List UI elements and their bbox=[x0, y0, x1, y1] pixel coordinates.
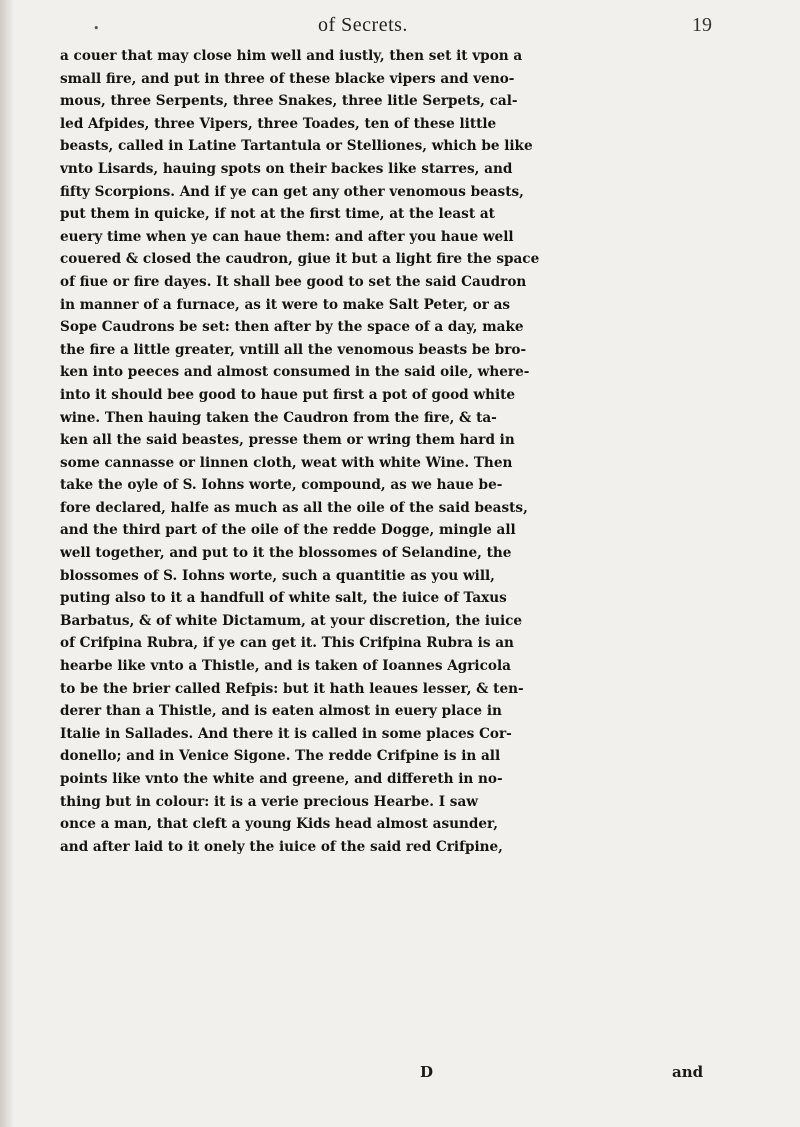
gutter-shadow bbox=[0, 0, 14, 1127]
text-line: of fiue or fire dayes. It shall bee good to set the said Caudron bbox=[60, 273, 527, 290]
text-line: donello; and in Venice Sigone. The redde Crifpine is in all bbox=[60, 748, 501, 765]
body-text bbox=[60, 45, 740, 858]
text-line: put them in quicke, if not at the first time, at the least at bbox=[60, 206, 495, 223]
signature-mark: D bbox=[420, 1063, 434, 1081]
running-head-title: of Secrets. bbox=[318, 14, 408, 36]
catchword: and bbox=[672, 1063, 704, 1081]
text-line: take the oyle of S. Iohns worte, compound, as we haue be- bbox=[60, 477, 503, 494]
text-line: blossomes of S. Iohns worte, such a quantitie as you will, bbox=[60, 567, 495, 584]
text-line: derer than a Thistle, and is eaten almost in euery place in bbox=[60, 703, 502, 720]
text-line: and the third part of the oile of the redde Dogge, mingle all bbox=[60, 522, 516, 539]
text-line: mous, three Serpents, three Snakes, three litle Serpets, cal- bbox=[60, 93, 518, 110]
text-line: a couer that may close him well and iustly, then set it vpon a bbox=[60, 48, 523, 64]
text-line: small fire, and put in three of these blacke vipers and veno- bbox=[60, 70, 515, 87]
text-line: led Afpides, three Vipers, three Toades, ten of these little bbox=[60, 115, 497, 132]
text-line: hearbe like vnto a Thistle, and is taken of Ioannes Agricola bbox=[60, 658, 511, 675]
text-line: well together, and put to it the blossomes of Selandine, the bbox=[60, 545, 512, 562]
text-line: Italie in Sallades. And there it is called in some places Cor- bbox=[60, 725, 512, 742]
text-line: vnto Lisards, hauing spots on their backes like starres, and bbox=[60, 160, 513, 177]
running-head bbox=[0, 14, 800, 40]
text-line: to be the brier called Refpis: but it hath leaues lesser, & ten- bbox=[60, 680, 524, 697]
text-line: points like vnto the white and greene, and differeth in no- bbox=[60, 771, 503, 787]
text-line: fifty Scorpions. And if ye can get any other venomous beasts, bbox=[60, 183, 524, 200]
text-line: once a man, that cleft a young Kids head almost asunder, bbox=[60, 816, 498, 833]
text-line: ken into peeces and almost consumed in the said oile, where- bbox=[60, 364, 530, 381]
text-line: euery time when ye can haue them: and after you haue well bbox=[60, 228, 514, 245]
text-line: Sope Caudrons be set: then after by the space of a day, make bbox=[60, 319, 524, 336]
page-number: 19 bbox=[692, 14, 712, 36]
text-line: Barbatus, & of white Dictamum, at your discretion, the iuice bbox=[60, 612, 523, 629]
text-line: wine. Then hauing taken the Caudron from the fire, & ta- bbox=[60, 409, 497, 426]
text-line: ken all the said beastes, presse them or wring them hard in bbox=[60, 432, 515, 449]
text-line: thing but in colour: it is a verie precious Hearbe. I saw bbox=[60, 793, 478, 810]
text-line: fore declared, halfe as much as all the oile of the said beasts, bbox=[60, 499, 528, 516]
text-line: and after laid to it onely the iuice of the said red Crifpine, bbox=[60, 838, 503, 855]
text-line: puting also to it a handfull of white salt, the iuice of Taxus bbox=[60, 590, 507, 607]
text-line: couered & closed the caudron, giue it but a light fire the space bbox=[60, 251, 540, 268]
text-line: of Crifpina Rubra, if ye can get it. This Crifpina Rubra is an bbox=[60, 635, 514, 652]
text-line: in manner of a furnace, as it were to make Salt Peter, or as bbox=[60, 296, 511, 313]
running-head-mark: • bbox=[93, 22, 100, 35]
text-line: some cannasse or linnen cloth, weat with white Wine. Then bbox=[60, 454, 513, 471]
text-line: the fire a little greater, vntill all the venomous beasts be bro- bbox=[60, 341, 527, 358]
text-line: beasts, called in Latine Tartantula or Stelliones, which be like bbox=[60, 138, 533, 155]
text-line: into it should bee good to haue put first a pot of good white bbox=[60, 386, 516, 403]
